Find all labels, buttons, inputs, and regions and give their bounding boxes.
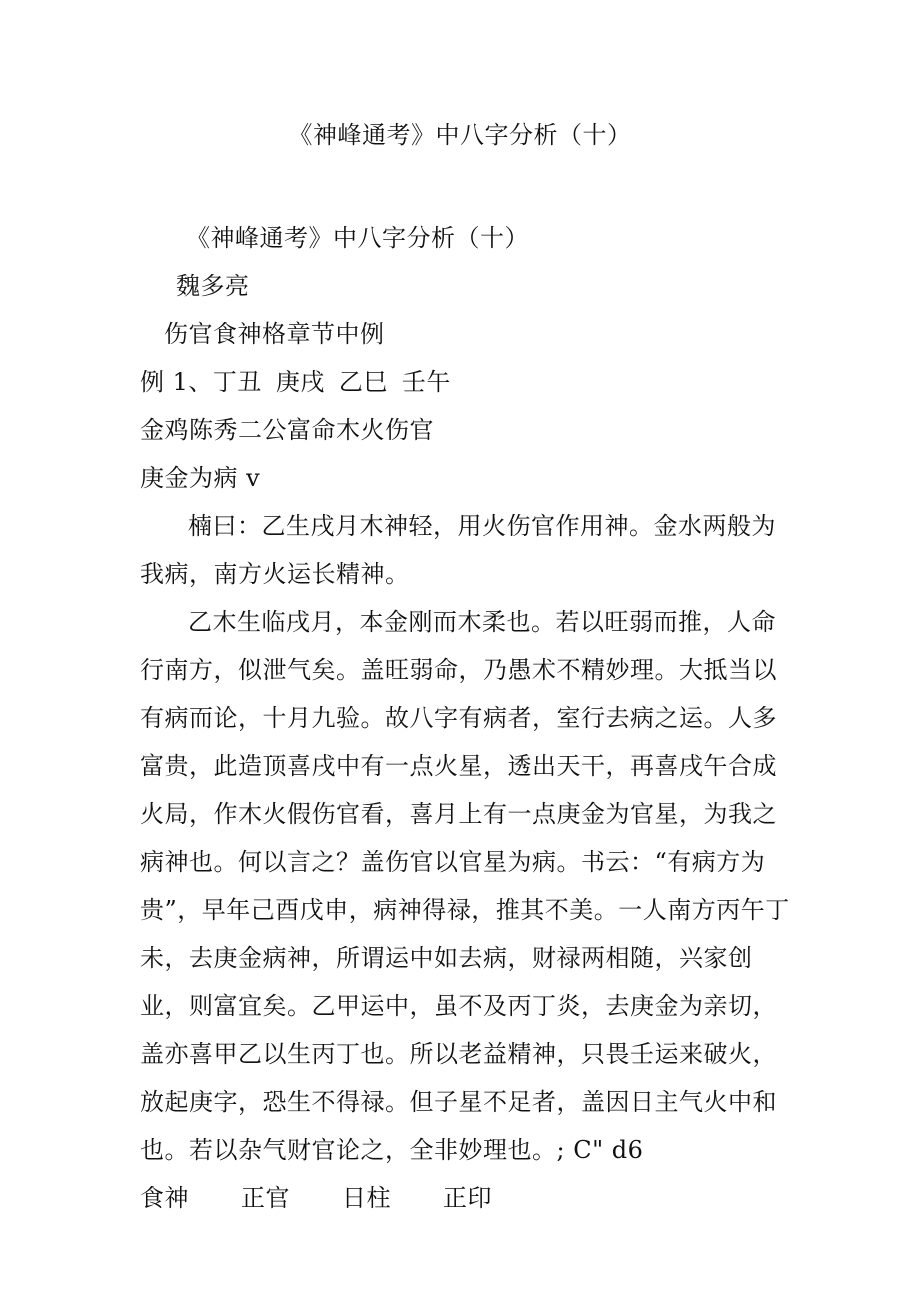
label-zhengguan: 正官 <box>241 1184 290 1212</box>
pillar-year: 丁丑 <box>212 368 262 396</box>
document-body <box>140 214 790 1222</box>
example-label: 例 1、 <box>140 368 213 396</box>
label-zhengyin: 正印 <box>443 1184 492 1212</box>
paragraph-verse: 楠曰：乙生戌月木神轻，用火伤官作用神。金水两般为我病，南方火运长精神。 <box>140 512 776 588</box>
pillar-hour: 壬午 <box>401 368 451 396</box>
label-shishen: 食神 <box>140 1184 189 1212</box>
section-heading: 伤官食神格章节中例 <box>164 320 385 348</box>
example-description-continued: 庚金为病 v <box>140 464 261 492</box>
example-description: 金鸡陈秀二公富命木火伤官 <box>140 416 434 444</box>
document-subtitle: 《神峰通考》中八字分析（十） <box>186 224 529 252</box>
ten-gods-labels <box>140 1174 790 1222</box>
label-rizhu: 日柱 <box>342 1184 391 1212</box>
pillar-day: 乙巳 <box>338 368 388 396</box>
example-line <box>140 358 790 454</box>
author-name: 魏多亮 <box>176 272 250 300</box>
document-title: 《神峰通考》中八字分析（十） <box>288 121 632 149</box>
pillar-month: 庚戌 <box>275 368 325 396</box>
paragraph-analysis: 乙木生临戌月，本金刚而木柔也。若以旺弱而推，人命行南方，似泄气矣。盖旺弱命，乃愚术不精妙理。大抵当以有病而论，十月九验。故八字有病者，室行去病之运。人多富贵，此造顶喜戌中有一点火星，透出天干，再喜戌午合成火局，作木火假伤官看，喜月上有一点庚金为官星，为我之病神也。何以言之？盖伤官以官星为病。书云：“有病方为贵”，早年己酉戊申，病神得禄，推其不美。一人南方丙午丁未，去庚金病神，所谓运中如去病，财禄两相随，兴家创业，则富宜矣。乙甲运中，虽不及丙丁炎，去庚金为亲切，盖亦喜甲乙以生丙丁也。所以老益精神，只畏壬运来破火，放起庚字，恐生不得禄。但子星不足者，盖因日主气火中和也。若以杂气财官论之，全非妙理也。; C" d6 <box>140 608 790 1164</box>
